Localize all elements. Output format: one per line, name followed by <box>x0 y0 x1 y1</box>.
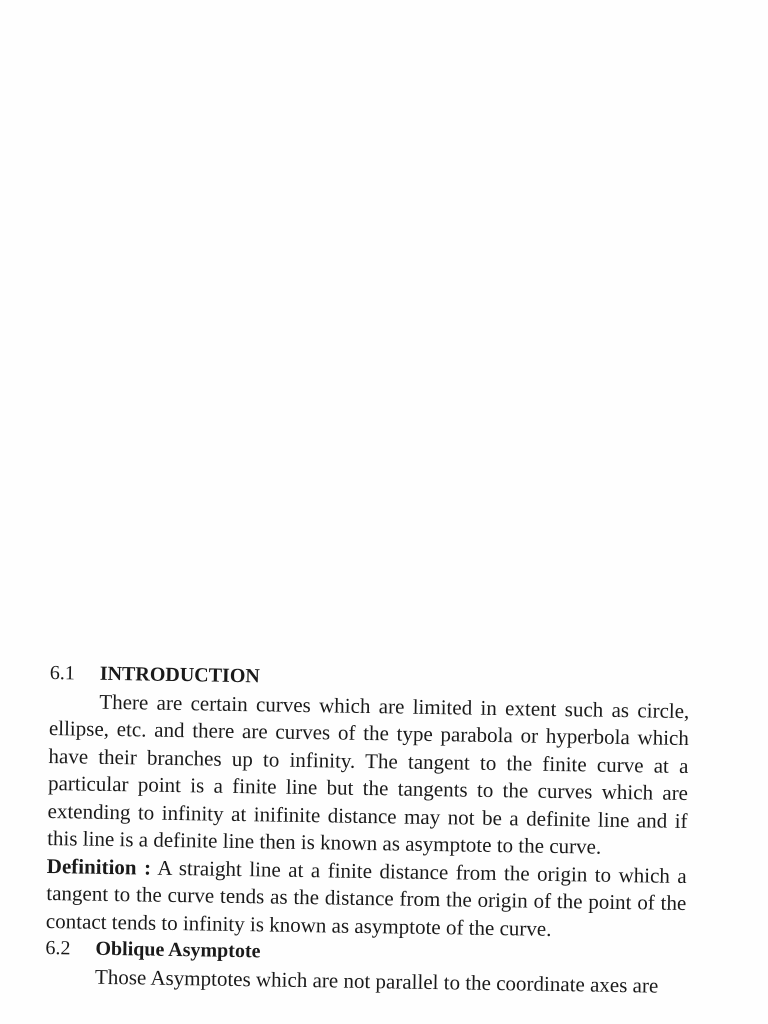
section-title: Oblique Asymptote <box>95 937 261 963</box>
definition-paragraph <box>46 852 687 945</box>
section-number: 6.1 <box>49 661 75 685</box>
text-block <box>45 660 690 1000</box>
section-title: INTRODUCTION <box>99 662 260 688</box>
definition-text: A straight line at a finite distance from the origin to which a tangent to the curve tends as the distance from the origin of the point of the contact tends to infinity is known as asymptote of the curve. <box>45 855 687 941</box>
oblique-paragraph: Those Asymptotes which are not parallel to the coordinate axes are <box>94 964 659 998</box>
intro-paragraph: There are certain curves which are limited in extent such as circle, ellipse, etc. and there are curves of the type parabola or hyperbola which have their branches up to infinity. The tangent to the finite curve at a particular point is a finite line but the tangents to the curves which are extending to infinity at inifinite distance may not be a definite line and if this line is a definite line then is known as asymptote to the curve. <box>47 689 690 859</box>
section-number: 6.2 <box>45 936 71 960</box>
definition-term: Definition : <box>46 853 152 880</box>
